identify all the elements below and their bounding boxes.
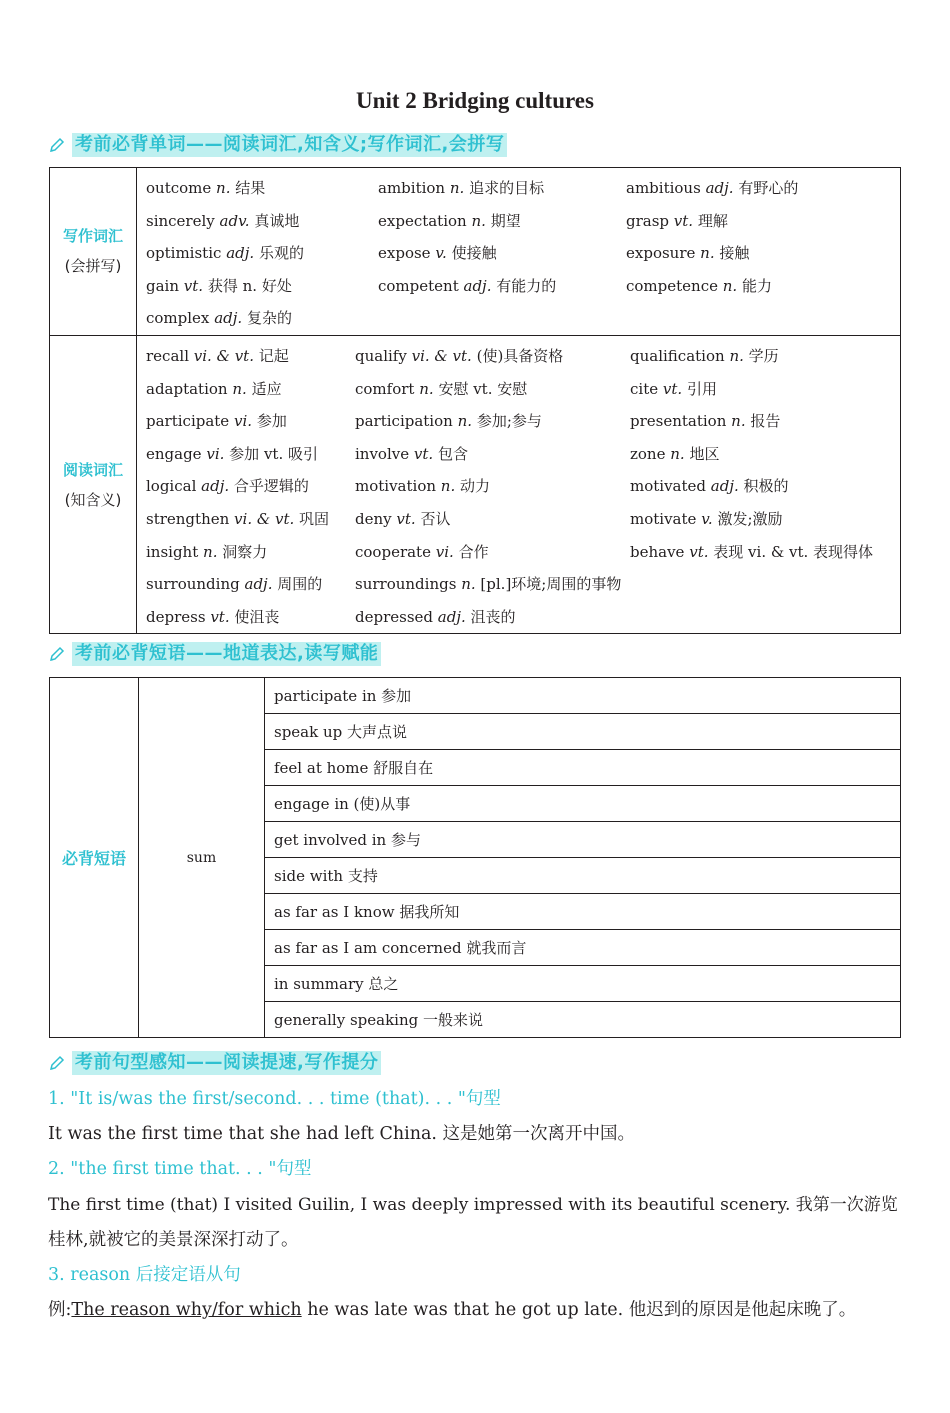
part-of-speech: n. xyxy=(449,179,465,197)
vocab-entry xyxy=(146,340,355,373)
vocab-meaning: 地区 xyxy=(689,444,720,463)
pencil-icon xyxy=(48,136,66,154)
vocab-entry xyxy=(630,470,900,503)
vocab-word: zone xyxy=(630,444,666,463)
vocab-word: ambitious xyxy=(626,179,701,197)
example-rest: he was late was that he got up late. 他迟到的原因是他起床晚了。 xyxy=(301,1300,857,1320)
vocab-word: exposure xyxy=(626,244,696,263)
part-of-speech: vi. & vt. xyxy=(234,509,295,528)
part-of-speech: n. xyxy=(203,542,218,561)
writing-category-note: (会拼写) xyxy=(64,257,122,276)
vocab-entry xyxy=(630,536,900,569)
vocab-entry xyxy=(630,601,900,634)
part-of-speech: n. xyxy=(232,379,247,398)
vocab-entry xyxy=(630,503,900,536)
vocab-word: engage xyxy=(146,444,202,463)
example-prefix: 例: xyxy=(48,1300,72,1320)
vocab-meaning: 包含 xyxy=(437,444,468,463)
underlined-phrase: The reason why/for which xyxy=(71,1300,302,1320)
part-of-speech: adj. xyxy=(226,244,255,263)
part-of-speech: adj. xyxy=(244,575,273,594)
phrases-table xyxy=(49,677,901,1038)
vocab-word: competence xyxy=(626,276,718,295)
vocab-entry xyxy=(626,172,896,205)
vocab-meaning: 沮丧的 xyxy=(470,607,516,626)
vocab-meaning: 参加 vt. 吸引 xyxy=(229,444,318,463)
vocab-word: surroundings xyxy=(355,575,457,594)
vocab-word: depressed xyxy=(355,607,434,626)
vocab-entry xyxy=(146,470,355,503)
vocabulary-table xyxy=(49,167,901,634)
vocab-word: strengthen xyxy=(146,509,230,528)
vocab-entry xyxy=(355,438,630,471)
vocab-entry xyxy=(355,568,630,601)
pattern-1-example: It was the first time that she had left China. 这是她第一次离开中国。 xyxy=(48,1124,636,1144)
reading-category-note: (知含义) xyxy=(64,490,122,509)
vocab-word: recall xyxy=(146,346,189,365)
vocab-meaning: 真诚地 xyxy=(254,211,300,230)
vocab-meaning: 积极的 xyxy=(743,477,789,496)
writing-words xyxy=(137,168,900,335)
vocab-word: cooperate xyxy=(355,542,431,561)
vocab-meaning: 巩固 xyxy=(299,509,330,528)
vocab-meaning: 获得 n. 好处 xyxy=(207,276,292,295)
vocab-entry xyxy=(630,438,900,471)
vocab-word: surrounding xyxy=(146,575,240,594)
part-of-speech: adj. xyxy=(705,179,734,197)
vocab-entry xyxy=(355,503,630,536)
vocab-entry xyxy=(626,237,896,270)
section-heading-text: 考前句型感知——阅读提速,写作提分 xyxy=(72,1051,381,1075)
vocab-word: presentation xyxy=(630,412,727,431)
part-of-speech: adj. xyxy=(201,477,230,496)
vocab-meaning: 学历 xyxy=(748,346,779,365)
vocab-meaning: 能力 xyxy=(741,276,772,295)
vocab-entry xyxy=(146,373,355,406)
phrase-item: participate in 参加 xyxy=(265,678,901,714)
vocab-meaning: 激发;激励 xyxy=(717,509,783,528)
vocab-entry xyxy=(146,270,378,303)
vocab-word: deny xyxy=(355,509,392,528)
vocab-meaning: 周围的 xyxy=(277,575,323,594)
page-title: Unit 2 Bridging cultures xyxy=(356,88,594,113)
vocab-entry xyxy=(146,536,355,569)
vocab-meaning: 理解 xyxy=(697,211,728,230)
phrase-item: as far as I know 据我所知 xyxy=(265,894,901,930)
vocab-meaning: 适应 xyxy=(251,379,282,398)
part-of-speech: vi. xyxy=(233,412,253,431)
vocab-word: adaptation xyxy=(146,379,228,398)
vocab-word: sincerely xyxy=(146,211,215,230)
phrase-item: in summary 总之 xyxy=(265,966,901,1002)
vocab-meaning: 追求的目标 xyxy=(469,179,545,197)
pattern-2-example-line2: 桂林,就被它的美景深深打动了。 xyxy=(48,1230,299,1250)
part-of-speech: n. xyxy=(440,477,456,496)
pattern-3-heading: 3. reason 后接定语从句 xyxy=(48,1265,241,1285)
part-of-speech: vt. xyxy=(413,444,434,463)
vocab-entry xyxy=(355,536,630,569)
part-of-speech: vt. xyxy=(396,509,416,528)
pencil-icon xyxy=(48,1054,66,1072)
vocab-entry xyxy=(378,270,626,303)
vocab-word: motivate xyxy=(630,509,697,528)
writing-category-title: 写作词汇 xyxy=(62,227,123,246)
vocab-word: optimistic xyxy=(146,244,222,263)
vocab-word: participation xyxy=(355,412,453,431)
part-of-speech: v. xyxy=(701,509,713,528)
vocab-meaning: 参加 xyxy=(256,412,287,431)
vocab-word: cite xyxy=(630,379,659,398)
reading-category-title: 阅读词汇 xyxy=(62,460,123,479)
reading-words xyxy=(137,336,900,633)
part-of-speech: vt. xyxy=(210,607,230,626)
vocab-meaning: 乐观的 xyxy=(258,244,304,263)
vocab-entry xyxy=(146,237,378,270)
vocab-word: motivated xyxy=(630,477,707,496)
vocab-word: gain xyxy=(146,276,180,295)
vocab-meaning: 否认 xyxy=(420,509,451,528)
vocab-entry xyxy=(626,270,896,303)
part-of-speech: n. xyxy=(729,346,744,365)
vocab-entry xyxy=(630,373,900,406)
part-of-speech: vt. xyxy=(689,542,709,561)
section-heading-text: 考前必背短语——地道表达,读写赋能 xyxy=(72,642,381,666)
part-of-speech: adj. xyxy=(463,276,492,295)
part-of-speech: n. xyxy=(461,575,476,594)
vocab-meaning: 接触 xyxy=(719,244,750,263)
part-of-speech: vi. xyxy=(206,444,225,463)
vocab-meaning: 报告 xyxy=(750,412,781,431)
vocab-meaning: 参加;参与 xyxy=(476,412,542,431)
phrase-item: speak up 大声点说 xyxy=(265,714,901,750)
vocab-word: qualification xyxy=(630,346,725,365)
part-of-speech: vi. & vt. xyxy=(411,346,472,365)
pattern-1-heading: 1. "It is/was the first/second. . . time (that). . . "句型 xyxy=(48,1089,501,1109)
vocab-word: competent xyxy=(378,276,459,295)
pencil-icon xyxy=(48,645,66,663)
vocab-entry xyxy=(146,601,355,634)
vocab-meaning: 动力 xyxy=(460,477,491,496)
vocab-word: expose xyxy=(378,244,431,263)
vocab-entry xyxy=(146,503,355,536)
vocab-meaning: 表现 vi. & vt. 表现得体 xyxy=(713,542,874,561)
vocab-entry xyxy=(378,237,626,270)
phrases-category: 必背短语 xyxy=(50,678,139,1038)
vocab-meaning: 有能力的 xyxy=(496,276,557,295)
vocab-word: depress xyxy=(146,607,206,626)
part-of-speech: n. xyxy=(670,444,685,463)
phrases-sub: sum xyxy=(139,678,265,1038)
vocab-meaning: 记起 xyxy=(258,346,289,365)
vocab-meaning: 有野心的 xyxy=(738,179,799,197)
vocab-word: grasp xyxy=(626,211,670,230)
vocab-word: ambition xyxy=(378,179,446,197)
part-of-speech: vt. xyxy=(673,211,694,230)
vocab-word: qualify xyxy=(355,346,407,365)
part-of-speech: vt. xyxy=(662,379,683,398)
vocab-word: motivation xyxy=(355,477,437,496)
part-of-speech: adj. xyxy=(710,477,739,496)
section-heading-words xyxy=(48,133,507,157)
vocab-entry xyxy=(146,438,355,471)
vocab-entry xyxy=(146,205,378,238)
phrase-item: as far as I am concerned 就我而言 xyxy=(265,930,901,966)
vocab-entry xyxy=(355,405,630,438)
vocab-entry xyxy=(630,405,900,438)
pattern-3-example xyxy=(48,1298,856,1322)
vocab-meaning: [pl.]环境;周围的事物 xyxy=(480,575,622,594)
part-of-speech: adj. xyxy=(214,309,243,328)
vocab-word: expectation xyxy=(378,211,467,230)
vocab-word: participate xyxy=(146,412,230,431)
vocab-meaning: 期望 xyxy=(490,211,521,230)
vocab-meaning: 复杂的 xyxy=(246,309,292,328)
part-of-speech: adv. xyxy=(219,211,250,230)
part-of-speech: v. xyxy=(435,244,447,263)
vocab-word: behave xyxy=(630,542,685,561)
vocab-entry xyxy=(146,302,378,335)
vocab-word: involve xyxy=(355,444,410,463)
vocab-meaning: 使沮丧 xyxy=(234,607,280,626)
section-heading-text: 考前必背单词——阅读词汇,知含义;写作词汇,会拼写 xyxy=(72,133,507,157)
part-of-speech: n. xyxy=(722,276,738,295)
vocab-meaning: 引用 xyxy=(686,379,717,398)
vocab-word: complex xyxy=(146,309,210,328)
vocab-meaning: 结果 xyxy=(235,179,266,197)
reading-category xyxy=(50,335,137,633)
section-heading-phrases xyxy=(48,642,381,666)
vocab-meaning: 合作 xyxy=(458,542,489,561)
vocab-entry xyxy=(630,340,900,373)
phrase-item: engage in (使)从事 xyxy=(265,786,901,822)
vocab-word: insight xyxy=(146,542,199,561)
phrase-item: generally speaking 一般来说 xyxy=(265,1002,901,1038)
vocab-entry xyxy=(630,568,900,601)
vocab-entry xyxy=(355,601,630,634)
vocab-meaning: 安慰 vt. 安慰 xyxy=(438,379,528,398)
vocab-entry xyxy=(626,205,896,238)
part-of-speech: adj. xyxy=(437,607,466,626)
vocab-entry xyxy=(355,340,630,373)
part-of-speech: n. xyxy=(700,244,715,263)
part-of-speech: n. xyxy=(216,179,231,197)
vocab-word: outcome xyxy=(146,179,212,197)
vocab-meaning: 使接触 xyxy=(451,244,497,263)
phrase-item: side with 支持 xyxy=(265,858,901,894)
vocab-word: logical xyxy=(146,477,197,496)
vocab-word: comfort xyxy=(355,379,415,398)
part-of-speech: n. xyxy=(457,412,473,431)
vocab-meaning: 洞察力 xyxy=(222,542,268,561)
vocab-entry xyxy=(355,470,630,503)
vocab-entry xyxy=(378,205,626,238)
phrase-item: get involved in 参与 xyxy=(265,822,901,858)
vocab-entry xyxy=(626,302,896,335)
part-of-speech: n. xyxy=(731,412,746,431)
part-of-speech: vi. xyxy=(435,542,454,561)
pattern-2-example-line1: The first time (that) I visited Guilin, I was deeply impressed with its beautiful scenery. 我第一次游览 xyxy=(48,1195,898,1215)
part-of-speech: vt. xyxy=(183,276,204,295)
vocab-entry xyxy=(146,405,355,438)
section-heading-sentences xyxy=(48,1051,381,1075)
phrase-item: feel at home 舒服自在 xyxy=(265,750,901,786)
part-of-speech: n. xyxy=(419,379,434,398)
vocab-meaning: 合乎逻辑的 xyxy=(233,477,309,496)
vocab-entry xyxy=(146,568,355,601)
vocab-entry xyxy=(378,302,626,335)
vocab-entry xyxy=(355,373,630,406)
vocab-entry xyxy=(378,172,626,205)
part-of-speech: n. xyxy=(471,211,486,230)
part-of-speech: vi. & vt. xyxy=(193,346,254,365)
vocab-entry xyxy=(146,172,378,205)
vocab-meaning: (使)具备资格 xyxy=(476,346,564,365)
writing-category xyxy=(50,168,137,336)
pattern-2-heading: 2. "the first time that. . . "句型 xyxy=(48,1159,312,1179)
